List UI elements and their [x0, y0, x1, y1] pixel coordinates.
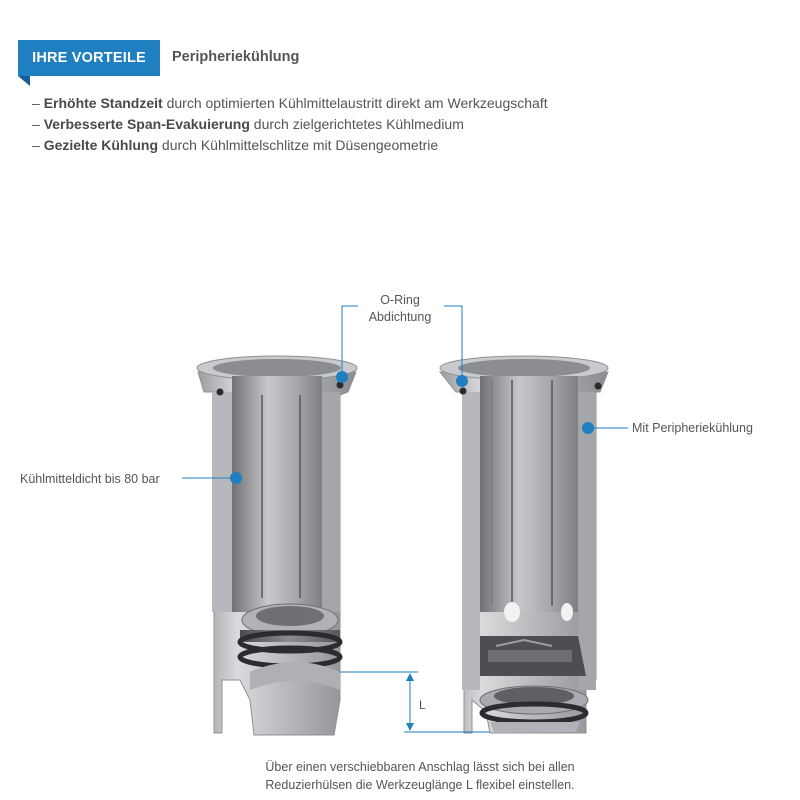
sleeve-left	[197, 356, 357, 735]
section-title: Peripheriekühlung	[172, 49, 300, 65]
benefit-item: – Verbesserte Span-Evakuierung durch zielgerichtetes Kühlmedium	[32, 116, 464, 132]
caption-line2: Reduzierhülsen die Werkzeuglänge L flexibel einstellen.	[265, 778, 575, 792]
benefit-text: durch Kühlmittelschlitze mit Düsengeometrie	[158, 137, 439, 153]
caption-line1: Über einen verschiebbaren Anschlag lässt sich bei allen	[265, 760, 575, 774]
label-oring-line1: O-Ring	[380, 293, 420, 307]
callout-dot-oring-right	[456, 375, 468, 387]
section-badge: IHRE VORTEILE	[18, 40, 160, 76]
benefit-bold: Verbesserte Span-Evakuierung	[43, 116, 250, 132]
callout-dot-oring-left	[336, 371, 348, 383]
benefit-bold: Erhöhte Standzeit	[43, 95, 163, 111]
sleeve-right	[440, 356, 608, 733]
benefit-text: durch zielgerichtetes Kühlmedium	[249, 116, 464, 132]
caption	[230, 758, 610, 794]
label-length: L	[419, 698, 426, 712]
label-oring-line2: Abdichtung	[368, 310, 432, 324]
benefit-bold: Gezielte Kühlung	[43, 137, 159, 153]
benefit-text: durch optimierten Kühlmittelaustritt direkt am Werkzeugschaft	[162, 95, 548, 111]
label-oring	[360, 292, 440, 326]
label-peripheral-cooling: Mit Peripheriekühlung	[632, 421, 753, 435]
callout-dot-right	[582, 422, 594, 434]
dimension-arrow-top	[406, 673, 414, 681]
label-coolant-tight: Kühlmitteldicht bis 80 bar	[20, 472, 160, 486]
callout-dot-left	[230, 472, 242, 484]
dimension-arrow-bottom	[406, 723, 414, 731]
benefit-item: – Gezielte Kühlung durch Kühlmittelschlitze mit Düsengeometrie	[32, 137, 439, 153]
benefit-item: – Erhöhte Standzeit durch optimierten Kühlmittelaustritt direkt am Werkzeugschaft	[32, 95, 548, 111]
